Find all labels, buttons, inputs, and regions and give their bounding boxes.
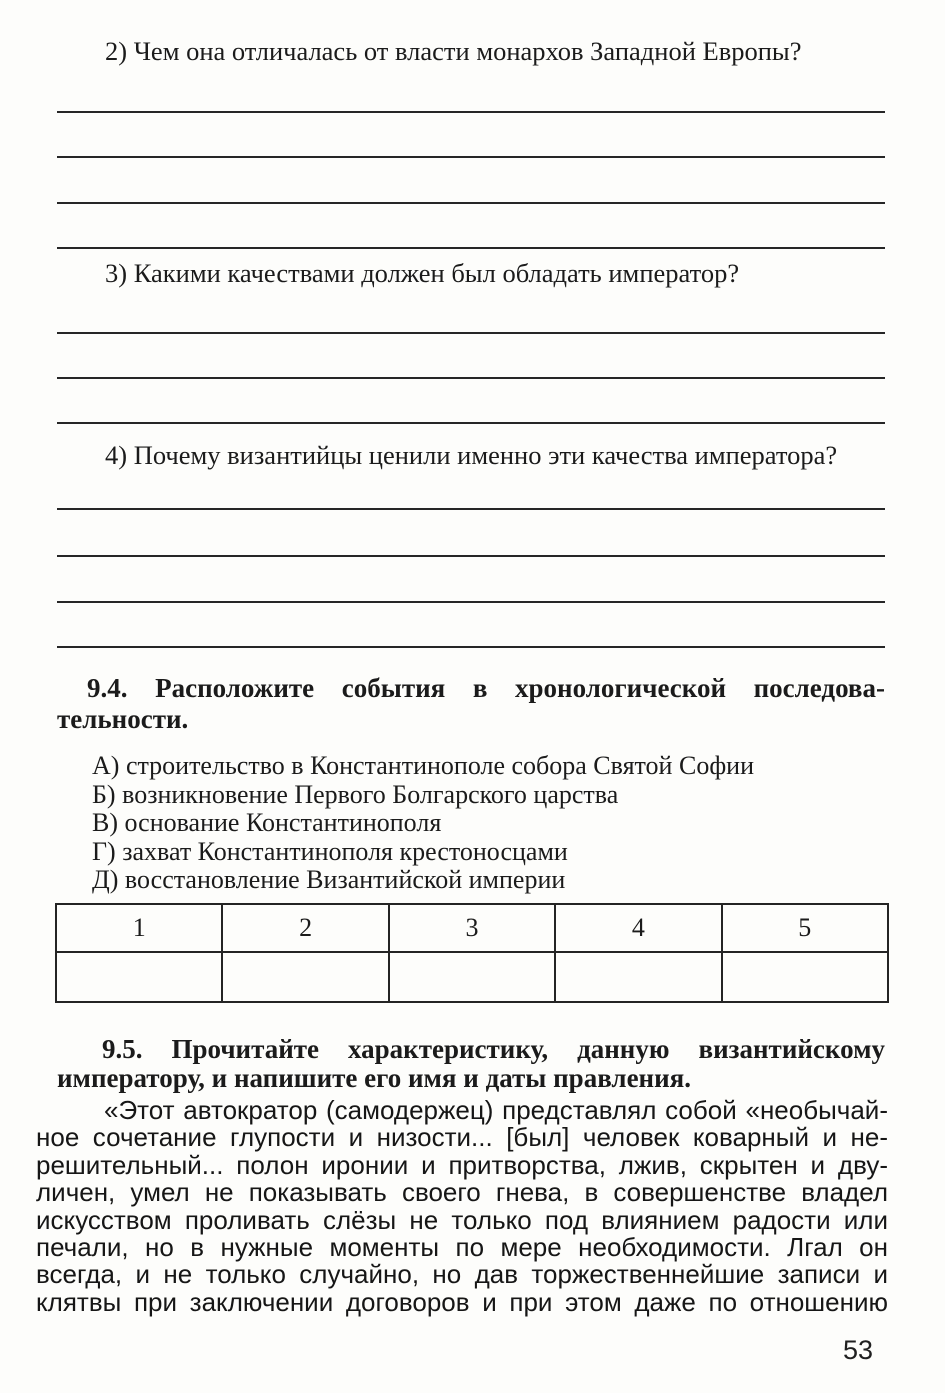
event-item-g-label: Г): [92, 836, 116, 866]
question-2-text: Чем она отличалась от власти монархов Западной Европы?: [133, 36, 802, 66]
answer-line: [57, 111, 885, 113]
question-3-text: Какими качествами должен был обладать император?: [133, 258, 740, 288]
answer-line: [57, 377, 885, 379]
table-answer-cell-1: [56, 952, 222, 1002]
answer-line: [57, 422, 885, 424]
event-item-v-label: В): [92, 808, 118, 837]
answer-line: [57, 555, 885, 557]
event-item-b-text: возникновение Первого Болгарского царства: [122, 779, 619, 809]
event-item-d: [92, 866, 852, 895]
answer-line: [57, 646, 885, 648]
answer-table: [55, 903, 889, 1003]
quote-line: решительный... полон иронии и притворства, лжив, скрытен и дву-: [36, 1149, 888, 1180]
event-item-a-text: строительство в Константинополе собора Святой Софии: [125, 751, 754, 780]
quote-line: печали, но в нужные моменты по мере необходимости. Лгал он: [36, 1232, 888, 1263]
event-item-a-label: А): [92, 751, 120, 780]
event-list: [92, 752, 852, 895]
answer-line: [57, 601, 885, 603]
quote-line: всегда, и не только случайно, но дав торжественнейшие записи и: [36, 1259, 888, 1290]
question-3-number: 3): [105, 258, 128, 288]
answer-line: [57, 156, 885, 158]
quote-line: клятвы при заключении договоров и при этом даже по отношению: [36, 1286, 888, 1317]
event-item-v: [92, 809, 852, 838]
answer-line: [57, 247, 885, 249]
task-9-4-heading-line-2: тельности.: [57, 703, 189, 734]
event-item-d-label: Д): [92, 865, 119, 894]
table-header-cell-4: 4: [555, 904, 721, 952]
table-answer-cell-2: [222, 952, 388, 1002]
question-4: [57, 440, 888, 471]
page-number: 53: [843, 1335, 874, 1365]
task-9-5-heading-line-2: императору, и напишите его имя и даты правления.: [57, 1063, 692, 1093]
table-answer-cell-3: [389, 952, 555, 1002]
answer-table-answer-row: [56, 952, 888, 1002]
question-4-text: Почему византийцы ценили именно эти качества императора?: [133, 440, 838, 470]
table-header-cell-5: 5: [722, 904, 888, 952]
event-item-b: [92, 781, 852, 810]
quote-line: личен, умел не показывать своего гнева, в совершенстве владел: [36, 1177, 888, 1208]
answer-line: [57, 508, 885, 510]
quote-line: ное сочетание глупости и низости... [был] человек коварный и не-: [36, 1122, 888, 1153]
event-item-a: [92, 752, 852, 781]
emperor-characteristic-quote: [36, 1097, 888, 1316]
question-2-number: 2): [105, 36, 128, 66]
table-header-cell-1: 1: [56, 904, 222, 952]
task-9-4-heading: [57, 673, 885, 734]
task-9-4-heading-line-1: 9.4. Расположите события в хронологической последова-: [87, 673, 885, 703]
answer-line: [57, 202, 885, 204]
table-answer-cell-5: [722, 952, 888, 1002]
event-item-g: [92, 838, 852, 867]
task-9-5-heading-line-1: 9.5. Прочитайте характеристику, данную византийскому: [102, 1034, 885, 1064]
task-9-5-heading: [57, 1035, 885, 1093]
quote-line: «Этот автократор (самодержец) представлял собой «необычай-: [104, 1095, 888, 1125]
question-3: [57, 258, 888, 289]
event-item-v-text: основание Константинополя: [124, 808, 442, 837]
table-header-cell-3: 3: [389, 904, 555, 952]
table-answer-cell-4: [555, 952, 721, 1002]
event-item-d-text: восстановление Византийской империи: [124, 865, 566, 894]
answer-table-header-row: [56, 904, 888, 952]
event-item-b-label: Б): [92, 779, 116, 809]
event-item-g-text: захват Константинополя крестоносцами: [122, 836, 568, 866]
question-4-number: 4): [105, 440, 128, 470]
question-2: [57, 36, 888, 67]
quote-line: искусством проливать слёзы не только под влиянием радости или: [36, 1204, 888, 1235]
table-header-cell-2: 2: [222, 904, 388, 952]
answer-line: [57, 332, 885, 334]
